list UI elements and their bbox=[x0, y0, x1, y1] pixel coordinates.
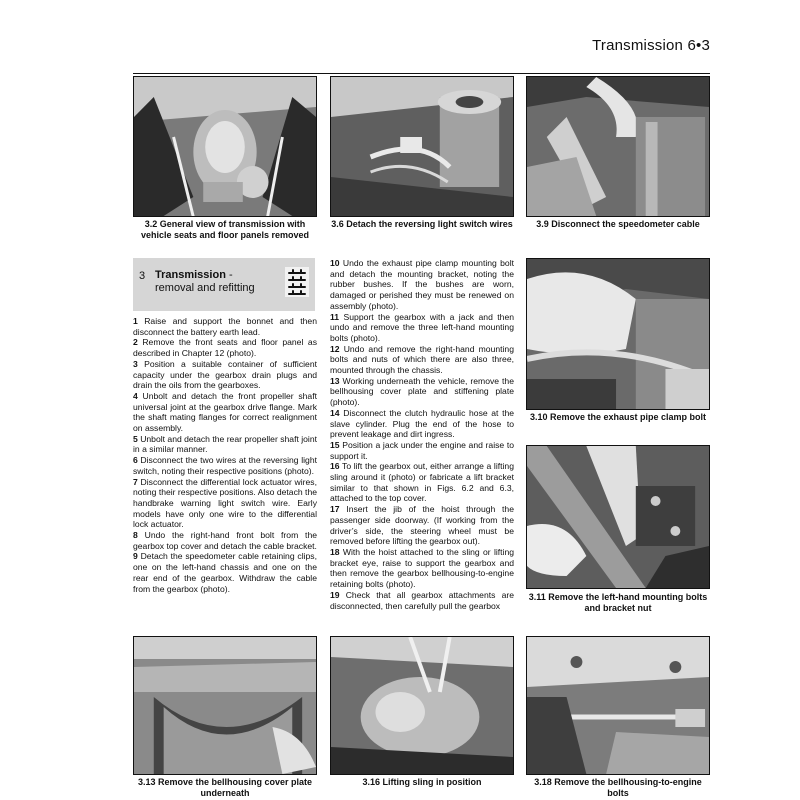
text-column-1 bbox=[133, 316, 317, 594]
step-number: 10 bbox=[330, 258, 340, 268]
step-number: 7 bbox=[133, 476, 138, 487]
step-number: 1 bbox=[133, 316, 138, 326]
step-text: Raise and support the bonnet and then disconnect the battery earth lead. bbox=[133, 316, 317, 337]
step-paragraph bbox=[330, 440, 514, 461]
step-text: Detach the speedometer cable retaining clips, one on the left-hand chassis and one on the rear end of the gearbox. Withdraw the cable from the gearbox (photo). bbox=[133, 551, 317, 594]
photo-3-10 bbox=[526, 258, 710, 428]
step-paragraph bbox=[330, 408, 514, 440]
step-text: Position a suitable container of sufficient capacity under the gearbox drain plugs and drain the oils from the gearboxes. bbox=[133, 358, 317, 391]
photo-caption: 3.2 General view of transmission with vehicle seats and floor panels removed bbox=[140, 219, 310, 240]
photo-3-13-image bbox=[133, 636, 317, 775]
step-number: 19 bbox=[330, 589, 340, 600]
photo-3-11-image bbox=[526, 445, 710, 589]
step-number: 4 bbox=[133, 390, 138, 401]
photo-3-9 bbox=[526, 76, 710, 236]
step-paragraph bbox=[133, 477, 317, 531]
step-text: Disconnect the two wires at the reversing light switch, noting their respective positions (photo). bbox=[133, 455, 317, 476]
photo-caption: 3.18 Remove the bellhousing-to-engine bolts bbox=[534, 777, 702, 798]
step-paragraph bbox=[330, 461, 514, 504]
step-number: 2 bbox=[133, 337, 138, 348]
section-title-dash: - bbox=[225, 269, 233, 281]
step-paragraph bbox=[330, 376, 514, 408]
step-text: Undo the right-hand front bolt from the gearbox top cover and detach the cable bracket. bbox=[133, 530, 318, 551]
photo-3-2 bbox=[133, 76, 317, 246]
step-paragraph bbox=[133, 530, 317, 551]
step-text: Position a jack under the engine and raise to support it. bbox=[330, 439, 515, 461]
step-text: Remove the front seats and floor panel as described in Chapter 12 (photo). bbox=[133, 337, 317, 359]
photo-3-6 bbox=[330, 76, 514, 236]
step-number: 14 bbox=[330, 407, 340, 418]
step-text: Insert the jib of the hoist through the passenger side doorway. (If working from the driver’s side, the steering wheel must be removed before lifting the gearbox out). bbox=[330, 504, 514, 547]
step-number: 18 bbox=[330, 546, 340, 557]
step-number: 9 bbox=[133, 551, 138, 562]
step-text: With the hoist attached to the sling or lifting bracket eye, raise to support the gearbox and then remove the gearbox bellhousing-to-engine retaining bolts (photo). bbox=[330, 546, 515, 590]
photo-caption: 3.11 Remove the left-hand mounting bolts and bracket nut bbox=[528, 592, 708, 613]
step-text: Support the gearbox with a jack and then undo and remove the three left-hand mounting bolts (photo). bbox=[330, 311, 515, 343]
step-number: 6 bbox=[133, 455, 138, 466]
photo-caption: 3.6 Detach the reversing light switch wires bbox=[331, 219, 513, 229]
step-number: 11 bbox=[330, 311, 340, 322]
step-number: 15 bbox=[330, 439, 340, 450]
step-text: Check that all gearbox attachments are disconnected, then carefully pull the gearbox bbox=[330, 589, 514, 611]
step-paragraph bbox=[133, 359, 317, 391]
header-rule bbox=[133, 73, 710, 74]
step-paragraph bbox=[330, 547, 514, 590]
step-text: Unbolt and detach the rear propeller shaft joint in a similar manner. bbox=[133, 433, 318, 455]
step-paragraph bbox=[330, 504, 514, 547]
photo-3-18-image bbox=[526, 636, 710, 775]
photo-3-10-image bbox=[526, 258, 710, 410]
step-text: Undo and remove the right-hand mounting bolts and nuts of which there are also three, mounted through the chassis. bbox=[330, 343, 514, 376]
section-title bbox=[155, 269, 233, 281]
photo-3-16-image bbox=[330, 636, 514, 775]
step-number: 13 bbox=[330, 375, 340, 386]
step-paragraph bbox=[330, 590, 514, 611]
section-title-text: Transmission bbox=[155, 269, 226, 281]
step-number: 5 bbox=[133, 433, 138, 444]
step-number: 8 bbox=[133, 530, 138, 541]
step-number: 17 bbox=[330, 504, 340, 515]
step-paragraph bbox=[133, 434, 317, 455]
step-paragraph bbox=[133, 391, 317, 434]
photo-3-16 bbox=[330, 636, 514, 800]
step-number: 3 bbox=[133, 358, 138, 369]
section-subtitle: removal and refitting bbox=[155, 282, 255, 294]
photo-3-18 bbox=[526, 636, 710, 800]
step-text: Working underneath the vehicle, remove the bellhousing cover plate and stiffening plate (photo). bbox=[330, 375, 514, 408]
step-paragraph bbox=[133, 551, 317, 594]
step-paragraph bbox=[330, 344, 514, 376]
spanner-rating-icon bbox=[285, 267, 309, 297]
running-header-title: Transmission 6•3 bbox=[592, 37, 710, 54]
photo-3-6-image bbox=[330, 76, 514, 217]
photo-caption: 3.10 Remove the exhaust pipe clamp bolt bbox=[529, 412, 707, 422]
step-text: Disconnect the differential lock actuator wires, noting their respective positions. Also detach the handbrake warning light switch wire. Early models have only one wire to the differential lock actuator. bbox=[133, 476, 317, 530]
step-text: Undo the exhaust pipe clamp mounting bolt and detach the mounting bracket, noting the rubber bushes. If the bushes are worn, damaged or perished they must be renewed on assembly (photo). bbox=[330, 258, 515, 311]
step-number: 16 bbox=[330, 461, 340, 472]
photo-3-2-image bbox=[133, 76, 317, 217]
step-paragraph bbox=[330, 312, 514, 344]
step-paragraph bbox=[133, 337, 317, 358]
step-text: Disconnect the clutch hydraulic hose at the slave cylinder. Plug the end of the hose to prevent leakage and dirt ingress. bbox=[330, 407, 515, 440]
step-paragraph bbox=[133, 316, 317, 337]
page-header bbox=[133, 30, 710, 74]
photo-caption: 3.16 Lifting sling in position bbox=[362, 777, 482, 787]
photo-caption: 3.9 Disconnect the speedometer cable bbox=[536, 219, 700, 229]
step-text: Unbolt and detach the front propeller shaft universal joint at the gearbox drive flange. Mark the shaft mating flanges for correct realignment on assembly. bbox=[133, 390, 317, 434]
step-number: 12 bbox=[330, 343, 340, 354]
section-number: 3 bbox=[139, 270, 146, 282]
photo-3-9-image bbox=[526, 76, 710, 217]
photo-caption: 3.13 Remove the bellhousing cover plate underneath bbox=[137, 777, 313, 798]
step-text: To lift the gearbox out, either arrange a lifting sling around it (photo) or fabricate a lift bracket similar to that shown in Figs. 6.2 and 6.3, attached to the top cover. bbox=[330, 461, 514, 504]
photo-3-13 bbox=[133, 636, 317, 800]
step-paragraph bbox=[330, 258, 514, 312]
text-column-2 bbox=[330, 258, 514, 611]
step-paragraph bbox=[133, 455, 317, 476]
section-heading bbox=[133, 258, 315, 311]
photo-3-11 bbox=[526, 445, 710, 620]
